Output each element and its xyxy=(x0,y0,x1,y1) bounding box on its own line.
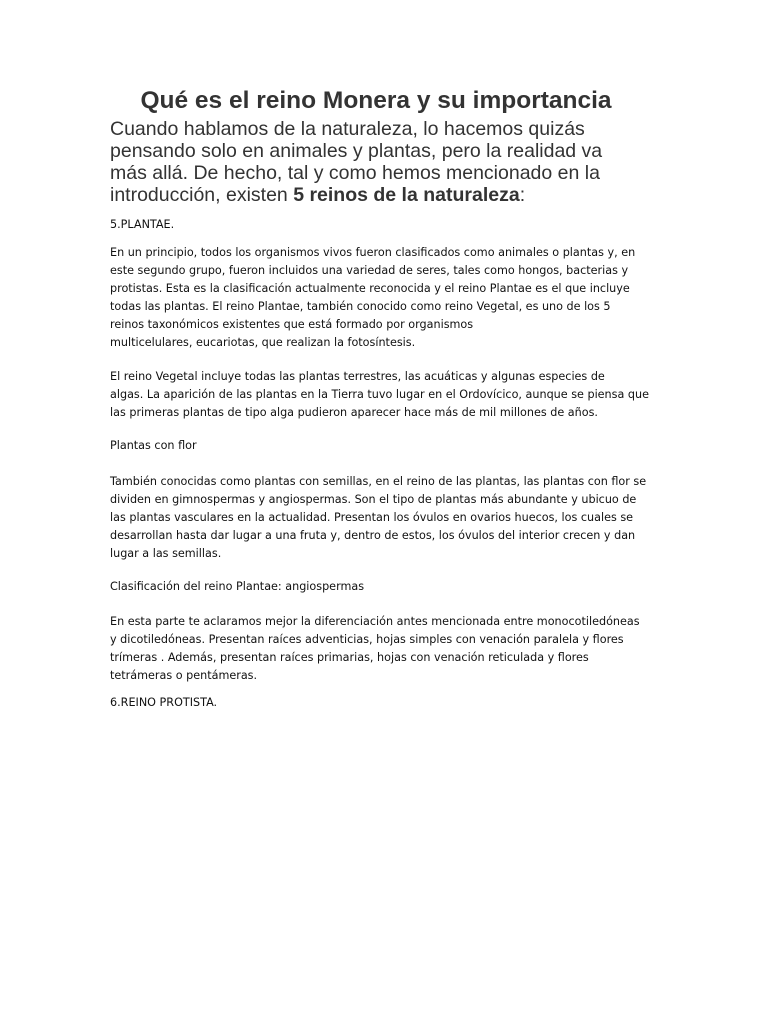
paragraph-line: las primeras plantas de tipo alga pudieron aparecer hace más de mil millones de años. xyxy=(110,406,598,419)
paragraph-line: protistas. Esta es la clasificación actualmente reconocida y el reino Plantae es el que incluye xyxy=(110,282,630,295)
section-heading-plantae: 5.PLANTAE. xyxy=(110,218,175,231)
paragraph-line: este segundo grupo, fueron incluidos una variedad de seres, tales como hongos, bacterias y xyxy=(110,264,629,277)
intro-paragraph xyxy=(110,118,670,206)
paragraph-line: dividen en gimnospermas y angiospermas. Son el tipo de plantas más abundante y ubicuo de xyxy=(110,493,637,506)
paragraph-line: y dicotiledóneas. Presentan raíces adventicias, hojas simples con venación paralela y flores xyxy=(110,633,624,646)
paragraph-line: En esta parte te aclaramos mejor la diferenciación antes mencionada entre monocotiledóneas xyxy=(110,615,640,628)
intro-line: más allá. De hecho, tal y como hemos mencionado en la xyxy=(110,162,600,184)
paragraph-line: multicelulares, eucariotas, que realizan la fotosíntesis. xyxy=(110,336,416,349)
paragraph-line: También conocidas como plantas con semillas, en el reino de las plantas, las plantas con flor se xyxy=(110,475,647,488)
paragraph-line: trímeras . Además, presentan raíces primarias, hojas con venación reticulada y flores xyxy=(110,651,589,664)
paragraph-line: todas las plantas. El reino Plantae, también conocido como reino Vegetal, es uno de los 5 xyxy=(110,300,611,313)
intro-line: Cuando hablamos de la naturaleza, lo hacemos quizás xyxy=(110,118,585,140)
paragraph-line: reinos taxonómicos existentes que está formado por organismos xyxy=(110,318,474,331)
intro-bold-text: 5 reinos de la naturaleza xyxy=(293,184,520,206)
paragraph-line: lugar a las semillas. xyxy=(110,547,222,560)
intro-line-last xyxy=(110,184,670,206)
intro-line: pensando solo en animales y plantas, pero la realidad va xyxy=(110,140,603,162)
paragraph-line: El reino Vegetal incluye todas las plantas terrestres, las acuáticas y algunas especies de xyxy=(110,370,605,383)
section-heading-protista: 6.REINO PROTISTA. xyxy=(110,696,218,709)
paragraph-reino-vegetal xyxy=(110,368,670,422)
page-title: Qué es el reino Monera y su importancia xyxy=(140,87,612,114)
paragraph-intro-plantae xyxy=(110,244,670,352)
paragraph-line: algas. La aparición de las plantas en la Tierra tuvo lugar en el Ordovícico, aunque se piensa que xyxy=(110,388,649,401)
paragraph-line: las plantas vasculares en la actualidad. Presentan los óvulos en ovarios huecos, los cuales se xyxy=(110,511,634,524)
paragraph-line: tetrámeras o pentámeras. xyxy=(110,669,258,682)
section-heading-plantas-con-flor: Plantas con flor xyxy=(110,439,197,452)
paragraph-angiospermas xyxy=(110,613,670,685)
section-heading-clasificacion: Clasificación del reino Plantae: angiospermas xyxy=(110,580,365,593)
intro-text: introducción, existen xyxy=(110,184,294,206)
paragraph-plantas-con-flor xyxy=(110,473,670,563)
intro-text: : xyxy=(519,184,526,206)
paragraph-line: desarrollan hasta dar lugar a una fruta y, dentro de estos, los óvulos del interior crecen y dan xyxy=(110,529,636,542)
paragraph-line: En un principio, todos los organismos vivos fueron clasificados como animales o plantas y, en xyxy=(110,246,636,259)
